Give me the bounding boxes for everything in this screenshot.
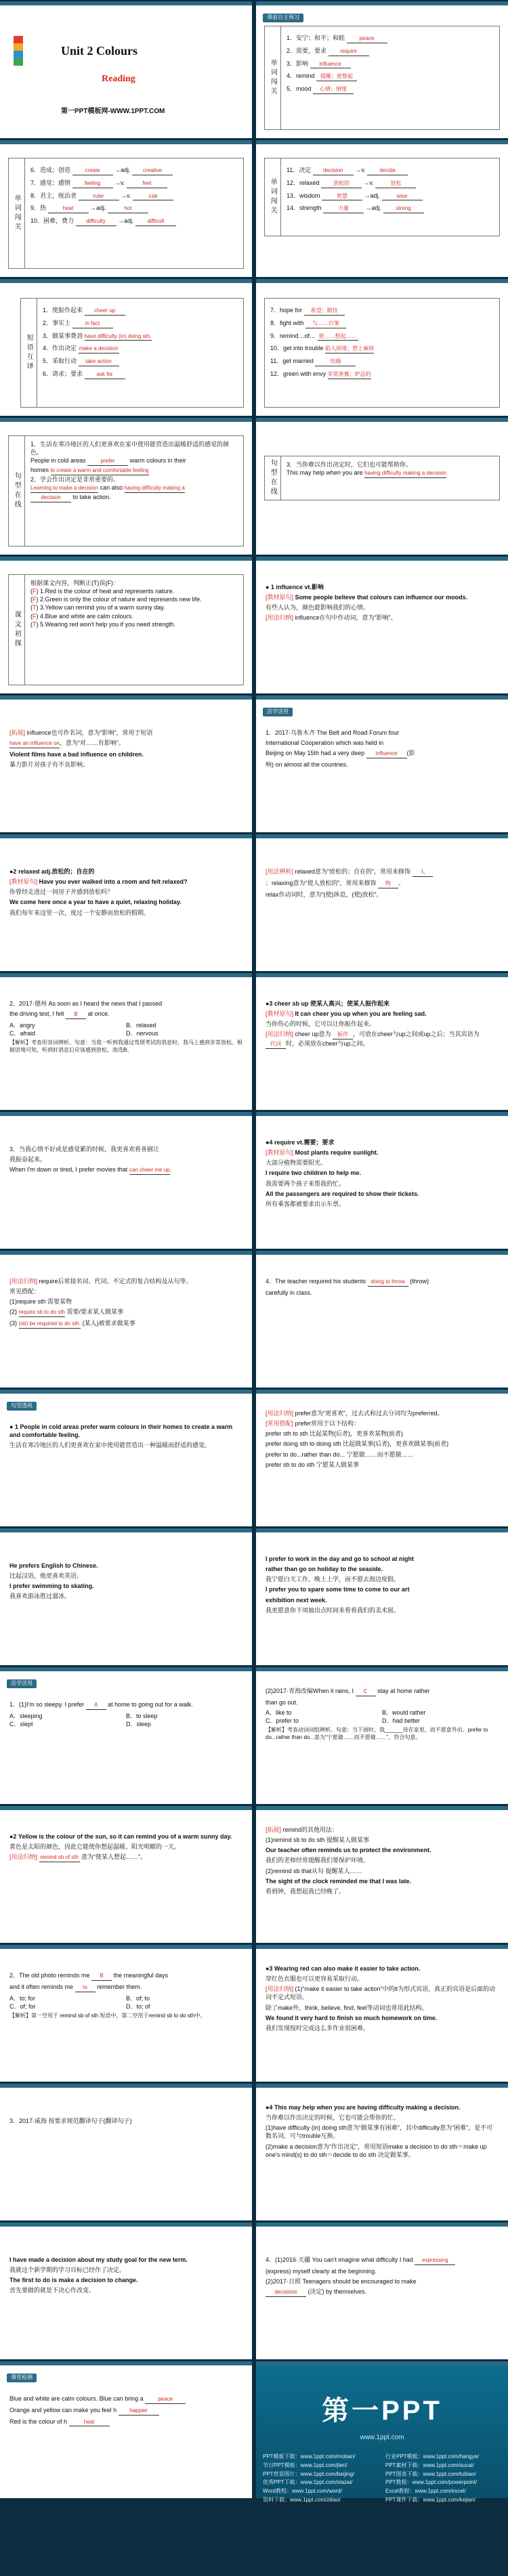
phrase-slide-2 bbox=[256, 279, 508, 416]
vocab-item: 14．strength 力量 →adj. strong bbox=[287, 204, 494, 213]
prefer-mc-slide: 活学活用 1．(1)I'm so sleepy. I prefer A at home to going out for a walk. A．sleeping B．to sleep C．slept D．sleep bbox=[0, 1667, 252, 1804]
phrase-label: 短语互译 bbox=[21, 299, 37, 407]
phrase-item: 1．使振作起来 cheer up bbox=[43, 306, 238, 316]
vocab-label: 单词闯关 bbox=[9, 158, 25, 268]
reading-check-slide bbox=[0, 557, 252, 693]
footer-link[interactable]: PPT素材下载：www.1ppt.com/sucai/ bbox=[385, 2462, 474, 2468]
vocab-item: 3．影响 influence bbox=[287, 60, 494, 69]
vocab-slide-3 bbox=[256, 140, 508, 277]
remind-mc-slide: 2．The old photo reminds me B the meaningful days and it often reminds me to remember them. A．to; for B．of; to C．of; for D．to; of 【解析】第一空用于 remind sb of sth 短语中，第二空用于remind sb to do sth中。 bbox=[0, 1945, 252, 2082]
vocab-label: 单词闯关 bbox=[265, 26, 281, 129]
sentence-box: 句型在线 3．当你难以作出决定时，它们也可能帮助你。 This may help when you are having difficulty making a decision bbox=[264, 456, 500, 500]
section-tag: 课堂检测 bbox=[7, 2374, 37, 2382]
influence-slide: ● 1 influence vt.影响 [教材原句] Some people believe that colours can influence our moods. 有些人认为，颜色能影响我们的心情。 [用法归纳] influence在句中作动词，意为“影响”。 bbox=[256, 557, 508, 693]
require-practice-slide: 4．The teacher required his students doing to throw (throw) carefully in class. bbox=[256, 1251, 508, 1388]
sentence-label: 句型在线 bbox=[9, 436, 25, 546]
reading-label: 课文初探 bbox=[9, 575, 25, 685]
require-slide: ●4 require vt.需要；要求 [教材原句] Most plants require sunlight. 大部分植物需要阳光。 I require two children to help me. 我需要两个孩子来帮我的忙。 All the passengers are required to show their tickets. 所有乘客都被要求出示车票。 bbox=[256, 1112, 508, 1249]
footer-link[interactable]: Word教程：www.1ppt.com/word/ bbox=[263, 2488, 342, 2495]
phrase-item: 12．green with envy 非常羡慕；妒忌的 bbox=[270, 370, 494, 379]
vocab-item: 6．造成；创造 create →adj. creative bbox=[30, 166, 238, 175]
footer-url[interactable]: www.1ppt.com bbox=[360, 2434, 404, 2441]
footer-link[interactable]: 行业PPT模板：www.1ppt.com/hangye/ bbox=[385, 2453, 480, 2460]
phrase-box bbox=[20, 298, 244, 408]
section-tag: 课前自主预习 bbox=[263, 14, 303, 22]
influence-practice-slide: 活学活用 1．2017·乌鲁木齐 The Belt and Road Forum four International Cooperation which was held in Beijing on May 15th had a very deep influence (影 响) on almost all the countries. bbox=[256, 695, 508, 832]
section-tag: 活学活用 bbox=[263, 708, 293, 716]
footer-links bbox=[263, 2453, 501, 2504]
phrase-item: 3．做某事费劲 have difficulty (in) doing sth. bbox=[43, 332, 238, 341]
phrase-item: 9．remind…of… 使……想起…… bbox=[270, 332, 494, 341]
phrase-item: 11．get married 结婚 bbox=[270, 357, 494, 366]
remind-slide: [拓展] remind的其他用法： (1)remind sb to do sth 提醒某人做某事 Our teacher often reminds us to protect the environment. 我们的老师经常提醒我们要保护环境。 (2)remind sb that从句 提醒某人…… The sight of the clock reminded me that I was late. 看到钟，我想起我已经晚了。 bbox=[256, 1806, 508, 1943]
sentence-slide-1 bbox=[0, 418, 252, 555]
vocab-label: 单词闯关 bbox=[265, 158, 281, 236]
cheerup-practice-slide: 3．当我心情不好或是感觉累的时候，我更喜欢看喜剧让 我振奋起来。 When I'm down or tired, I prefer movies that can cheer me up. bbox=[0, 1112, 252, 1249]
vocab-item: 12．relaxed 放松的 →v. 放松 bbox=[287, 179, 494, 188]
section-tag: 句型透视 bbox=[7, 1402, 37, 1411]
relaxed-mc-slide: 2．2017·德州 As soon as I heard the news that I passed the driving test, I felt B at once. A．angry B．relaxed C．afraid D．nervous 【解析】考查形容词辨析。句意：当我一听到我通过驾照考试的消息时，我马上感到非常放松。根据语境可知，听到好消息后应该感到放松，故选B。 bbox=[0, 973, 252, 1110]
unit-title: Unit 2 Colours bbox=[61, 44, 138, 58]
prefer-mc-slide-2: (2)2017·青海改编When it rains, I C stay at home rather than go out. A．like to B．would rather C．prefer to D．had better 【解析】考查动词词组辨析。句意：当下雨时，我______待在家里，而不愿意外出。prefer to do...rather than do...意为“宁愿做……而不愿做……”，符合句意。 bbox=[256, 1667, 508, 1804]
prefer-slide: [用法归纳] prefer意为“更喜欢”，过去式和过去分词均为preferred。 [常用搭配] prefer常用于以下结构： prefer sth to sth 比起某物(后者)，更喜欢某物(前者) prefer doing sth to doing sth 比起做某事(后者)，更喜欢做某事(前者) prefer to do...rather than do... 宁愿做……而不愿做…… prefer sb to do sth 宁愿某人做某事 bbox=[256, 1390, 508, 1526]
vocab-item: 9．热 heat →adj. hot bbox=[30, 204, 238, 213]
prefer-example-slide: He prefers English to Chinese. 比起汉语，他更喜欢英语。 I prefer swimming to skating. 我喜欢游泳胜过溜冰。 bbox=[0, 1528, 252, 1665]
phrase-item: 2．事实上 in fact bbox=[43, 319, 238, 328]
influence-ext-slide: [拓展] influence也可作名词，意为“影响”，常用于短语 have an influence on，意为“对……有影响”。 Violent films have a bad influence on children. 暴力影片对孩子有不良影响。 bbox=[0, 695, 252, 832]
footer-link[interactable]: Excel教程：www.1ppt.com/excel/ bbox=[385, 2488, 466, 2495]
footer-link[interactable]: PPT图表下载：www.1ppt.com/tubiao/ bbox=[385, 2470, 476, 2477]
vocab-box bbox=[264, 26, 500, 130]
phrase-slide-1 bbox=[0, 279, 252, 416]
decision-practice-slide: 4．(1)2016·天疆 You can't imagine what difficulty I had expressing (express) myself clearly at the beginning. (2)2017·日照 Teenagers should be encouraged to make decisions (决定) by themselves. bbox=[256, 2223, 508, 2359]
vocab-item: 11．决定 decision →v. decide bbox=[287, 166, 494, 175]
vocab-item: 13．wisdom 智慧 →adj. wise bbox=[287, 192, 494, 201]
site-label: 第一PPT模板网-WWW.1PPT.COM bbox=[61, 108, 165, 115]
vocab-box bbox=[264, 158, 500, 236]
relaxed-usage-slide: [用法辨析] relaxed意为“放松的；自在的”，常用来修饰 人 ；relaxing意为“使人放松的”，常用来修饰 物 。 relax作动词时，意为“(使)休息，(使)放松”。 bbox=[256, 834, 508, 971]
vocab-item: 2．需要，要求 require bbox=[287, 47, 494, 56]
phrase-item: 5．采取行动 take action bbox=[43, 357, 238, 366]
sentence-box: 句型在线 1．生活在寒冷地区的人们更喜欢在家中使用能营造出温暖舒适的感觉的颜色。 People in cold areas prefer warm colours in their homes to create a warm and comfortable feeling 2．学会作出决定是非常重要的。 Learning to make a decision can also having difficulty making a decision to take action. bbox=[8, 435, 244, 546]
sentence-head-slide: 句型透视 ● 1 People in cold areas prefer warm colours in their homes to create a warm and comfortable feeling. 生活在寒冷地区的人们更喜欢在家中使用能营造出一种温暖而舒适的感觉。 bbox=[0, 1390, 252, 1526]
wearing-slide: ●3 Wearing red can also make it easier to take action. 穿红色衣服也可以更容易采取行动。 [用法归纳] (1)“make it easier to take action”中的it为形式宾语，真正的宾语是后面的动词不定式短语。 除了make外，think, believe, find, feel等动词也常用此结构。 We found it very hard to finish so much homework on time. 我们发现按时完成这么多作业很困难。 bbox=[256, 1945, 508, 2082]
sentence-label: 句型在线 bbox=[265, 456, 281, 500]
vocab-item: 8．君主，统治者 ruler →v. rule bbox=[30, 192, 238, 201]
require-usage-slide: [用法归纳] require后常接名词、代词、不定式的复合结构及从句等。 常见搭配： (1)require sth 需要某物 (2) require sb to do sth 需要/要求某人做某事 (3) (sb) be required to do sth. (某人)被要求做某事 bbox=[0, 1251, 252, 1388]
footer-link[interactable]: 节日PPT模板：www.1ppt.com/jieri/ bbox=[263, 2462, 347, 2468]
vocab-item: 4．remind 提醒；使想起 bbox=[287, 72, 494, 81]
phrase-item: 6．请求；要求 ask for bbox=[43, 370, 238, 379]
difficulty-slide: ●4 This may help when you are having difficulty making a decision. 当你难以作出决定的时候，它也可能会帮你的忙。 (1)have difficulty (in) doing sth意为“做某事有困难”，其中difficulty意为“困难”，是不可数名词，可与trouble互换。 (2)make a decision意为“作出决定”，常用短语make a decision to do sth＝make up one's mind(s) to do sth＝decide to do sth 决定做某事。 bbox=[256, 2084, 508, 2220]
phrase-item: 4．作出决定 make a decision bbox=[43, 344, 238, 353]
yellow-slide: ●2 Yellow is the colour of the sun, so it can remind you of a warm sunny day. 黄色是太阳的颜色，因此它能使你想起温暖、阳光明媚的一天。 [用法归纳] remind sb of sth 意为“使某人想起……”。 bbox=[0, 1806, 252, 1943]
footer-link[interactable]: 优秀PPT下载：www.1ppt.com/xiazai/ bbox=[263, 2479, 353, 2486]
relaxed-slide: ●2 relaxed adj.放松的；自在的 [教材原句] Have you ever walked into a room and felt relaxed? 你曾经走进过一间房子并感到放松吗？ We come here once a year to have a quiet, relaxing holiday. 我们每年来这里一次，度过一个安静而放松的假期。 bbox=[0, 834, 252, 971]
footer-link[interactable]: PPT教程：www.1ppt.com/powerpoint/ bbox=[385, 2479, 478, 2486]
exam-slide: 3．2017·威海 按要求规范翻译句子(翻译句子) bbox=[0, 2084, 252, 2220]
phrase-item: 10．get into trouble 陷入困境；惹上麻烦 bbox=[270, 344, 494, 353]
section-tag: 活学活用 bbox=[7, 1679, 37, 1688]
vocab-item: 5．mood 心情；情绪 bbox=[287, 85, 494, 94]
title-slide bbox=[0, 1, 252, 138]
footer-link[interactable]: 资料下载：www.1ppt.com/ziliao/ bbox=[263, 2496, 341, 2503]
reading-title: Reading bbox=[102, 74, 135, 84]
vocab-item: 7．感觉；感情 feeling →v. feel bbox=[30, 179, 238, 188]
logo-bars bbox=[14, 36, 23, 66]
prefer-example-slide-2: I prefer to work in the day and go to school at night rather than go on holiday to the seaside. 我宁愿白天工作，晚上上学，而不愿去海边度假。 I prefer you to spare some time to come to our art exhibition next week. 我更愿意你下周抽出点时间来看看我们的美术展。 bbox=[256, 1528, 508, 1665]
vocab-item: 1．安宁；和平；和睦 peace bbox=[287, 34, 494, 43]
classroom-test-slide: 课堂检测 Blue and white are calm colours. Blue can bring a peace Orange and yellow can make you feel h happier Red is the colour of h heat bbox=[0, 2361, 252, 2498]
vocab-slide-1 bbox=[256, 1, 508, 138]
footer-link[interactable]: PPT课件下载：www.1ppt.com/kejian/ bbox=[385, 2496, 475, 2503]
phrase-item: 7．hope for 希望；期待 bbox=[270, 306, 494, 316]
vocab-item: 10．困难，费力 difficulty →adj. difficult bbox=[30, 217, 238, 226]
footer-slide bbox=[256, 2361, 508, 2503]
footer-link[interactable]: PPT模板下载：www.1ppt.com/moban/ bbox=[263, 2453, 356, 2460]
sentence-slide-2 bbox=[256, 418, 508, 555]
vocab-box bbox=[8, 158, 244, 269]
footer-logo: 第一PPT bbox=[322, 2396, 442, 2426]
phrase-item: 8．fight with 与……打架 bbox=[270, 319, 494, 328]
phrase-box bbox=[264, 298, 500, 408]
decision-example-slide: I have made a decision about my study goal for the new term. 我就这个新学期的学习目标已经作了决定。 The first to do is make a decision to change. 首先要做的就是下决心作改变。 bbox=[0, 2223, 252, 2359]
footer-link[interactable]: PPT背景图片：www.1ppt.com/beijing/ bbox=[263, 2470, 355, 2477]
reading-box: 课文初探 根据课文内容，判断正(T)误(F)： (F) 1.Red is the colour of heat and represents nature. (F) 2.Green is only the colour of nature and represents new life. (T) 3.Yellow can remind you of a warm sunny day. (F) 4.Blue and white are calm colours. (T) 5.Wearing red won't help you if you need strength. bbox=[8, 574, 244, 685]
cheerup-slide: ●3 cheer sb up 使某人高兴；使某人振作起来 [教材原句] It can cheer you up when you are feeling sad. 当你伤心的时候，它可以让你振作起来。 [用法归纳] cheer up意为 振作 ，可放在cheer与up之间或up之后；当其宾语为 代词 时，必须放在cheer与up之间。 bbox=[256, 973, 508, 1110]
vocab-slide-2 bbox=[0, 140, 252, 277]
